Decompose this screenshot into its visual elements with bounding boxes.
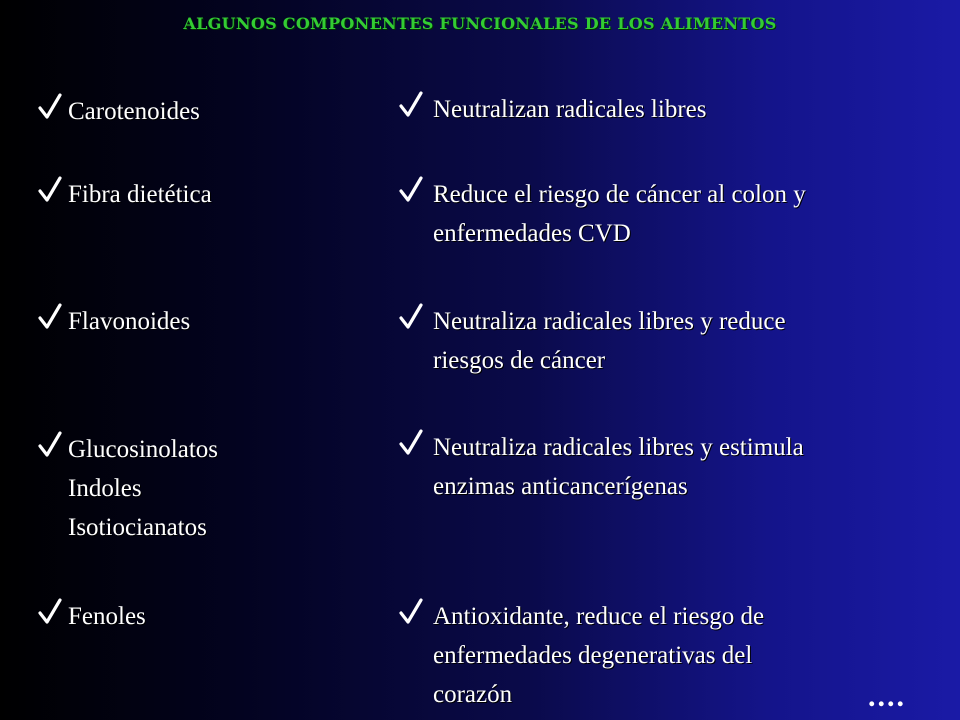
effect-line: riesgos de cáncer [433, 347, 606, 374]
checkmark-icon [399, 175, 423, 203]
component-sub-label: Indoles [68, 475, 142, 502]
effect-line: enfermedades degenerativas del [433, 642, 753, 669]
component-label: Carotenoides [68, 98, 200, 125]
checkmark-icon [38, 430, 62, 458]
component-carotenoides [38, 92, 368, 131]
component-label: Glucosinolatos [68, 436, 218, 463]
component-label: Flavonoides [68, 308, 191, 335]
effect-item [399, 175, 939, 253]
continuation-dots: .... [868, 680, 906, 713]
checkmark-icon [38, 175, 62, 203]
component-fenoles [38, 597, 368, 636]
checkmark-icon [399, 302, 423, 330]
component-glucosinolatos [38, 430, 368, 547]
effect-item [399, 428, 939, 506]
checkmark-icon [399, 90, 423, 118]
effect-line: Neutraliza radicales libres y estimula [433, 434, 804, 461]
component-label: Fibra dietética [68, 181, 212, 208]
effect-line: Neutralizan radicales libres [433, 96, 707, 123]
effect-line: Reduce el riesgo de cáncer al colon y [433, 181, 806, 208]
effect-line: enzimas anticancerígenas [433, 473, 688, 500]
component-flavonoides [38, 302, 368, 341]
effect-line: Antioxidante, reduce el riesgo de [433, 603, 765, 630]
effect-item [399, 90, 939, 129]
checkmark-icon [38, 302, 62, 330]
slide-title: ALGUNOS COMPONENTES FUNCIONALES DE LOS ALIMENTOS [183, 14, 777, 33]
component-label: Fenoles [68, 603, 146, 630]
effect-item [399, 597, 939, 714]
effect-line: corazón [433, 681, 513, 708]
component-sub-label: Isotiocianatos [68, 514, 207, 541]
checkmark-icon [38, 597, 62, 625]
checkmark-icon [38, 92, 62, 120]
effect-line: enfermedades CVD [433, 220, 631, 247]
component-fibra [38, 175, 368, 214]
checkmark-icon [399, 428, 423, 456]
effect-item [399, 302, 939, 380]
checkmark-icon [399, 597, 423, 625]
effect-line: Neutraliza radicales libres y reduce [433, 308, 786, 335]
